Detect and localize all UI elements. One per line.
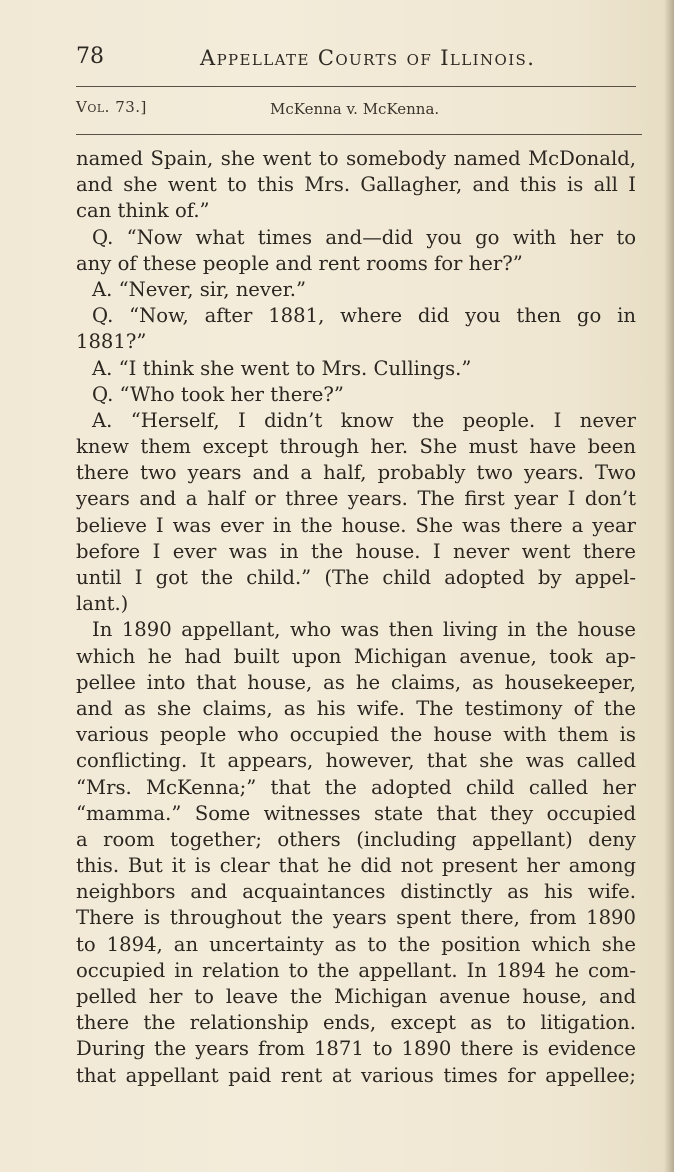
text-line: knew them except through her. She must have been xyxy=(76,435,636,459)
text-line: pellee into that house, as he claims, as housekeeper, xyxy=(76,670,636,694)
text-line: neighbors and acquaintances distinctly as his wife. xyxy=(76,880,636,904)
text-line: and as she claims, as his wife. The testimony of the xyxy=(76,696,636,720)
text-line: A. “Never, sir, never.” xyxy=(92,277,307,301)
text-line: “mamma.” Some witnesses state that they occupied xyxy=(76,801,636,825)
case-title: McKenna v. McKenna. xyxy=(270,100,440,118)
text-line: can think of.” xyxy=(76,199,210,223)
text-line: that appellant paid rent at various times for appellee; xyxy=(76,1063,636,1087)
body-text xyxy=(76,146,636,1089)
text-line: various people who occupied the house with them is xyxy=(76,723,636,747)
text-line: 1881?” xyxy=(76,330,147,354)
text-line: before I ever was in the house. I never went there xyxy=(76,539,636,563)
text-line: During the years from 1871 to 1890 there is evidence xyxy=(76,1037,636,1061)
text-line: conflicting. It appears, however, that she was called xyxy=(76,749,636,773)
text-line: a room together; others (including appellant) deny xyxy=(76,827,636,851)
text-line: this. But it is clear that he did not present her among xyxy=(76,854,636,878)
text-line: and she went to this Mrs. Gallagher, and this is all I xyxy=(76,173,636,197)
text-line: there two years and a half, probably two years. Two xyxy=(76,461,636,485)
running-title: Appellate Courts of Illinois. xyxy=(200,46,536,70)
text-line: any of these people and rent rooms for her?” xyxy=(76,251,523,275)
text-line: lant.) xyxy=(76,592,129,616)
text-line: In 1890 appellant, who was then living in the house xyxy=(92,618,636,642)
text-line: believe I was ever in the house. She was there a year xyxy=(76,513,636,537)
page-edge-shadow xyxy=(664,0,674,1172)
text-line: Q. “Now, after 1881, where did you then go in xyxy=(92,304,636,328)
text-line: A. “I think she went to Mrs. Cullings.” xyxy=(92,356,472,380)
text-line: occupied in relation to the appellant. In 1894 he com- xyxy=(76,958,636,982)
text-line: until I got the child.” (The child adopted by appel- xyxy=(76,566,636,589)
text-line: named Spain, she went to somebody named McDonald, xyxy=(76,147,636,170)
text-line: to 1894, an uncertainty as to the position which she xyxy=(76,932,636,956)
text-line: A. “Herself, I didn’t know the people. I never xyxy=(92,408,636,432)
page-number: 78 xyxy=(76,44,104,69)
text-line: pelled her to leave the Michigan avenue house, and xyxy=(76,985,636,1008)
text-line: There is throughout the years spent there, from 1890 xyxy=(76,906,636,930)
text-line: Q. “Who took her there?” xyxy=(92,382,344,406)
text-line: “Mrs. McKenna;” that the adopted child called her xyxy=(76,775,636,799)
text-line: years and a half or three years. The first year I don’t xyxy=(76,487,636,511)
volume-label: Vol. 73.] xyxy=(76,98,147,116)
header-rule-top xyxy=(76,86,636,87)
text-line: there the relationship ends, except as to litigation. xyxy=(76,1011,636,1035)
text-line: Q. “Now what times and—did you go with her to xyxy=(92,225,636,249)
text-line: which he had built upon Michigan avenue, took ap- xyxy=(76,644,636,668)
header-rule-bottom xyxy=(76,134,642,135)
